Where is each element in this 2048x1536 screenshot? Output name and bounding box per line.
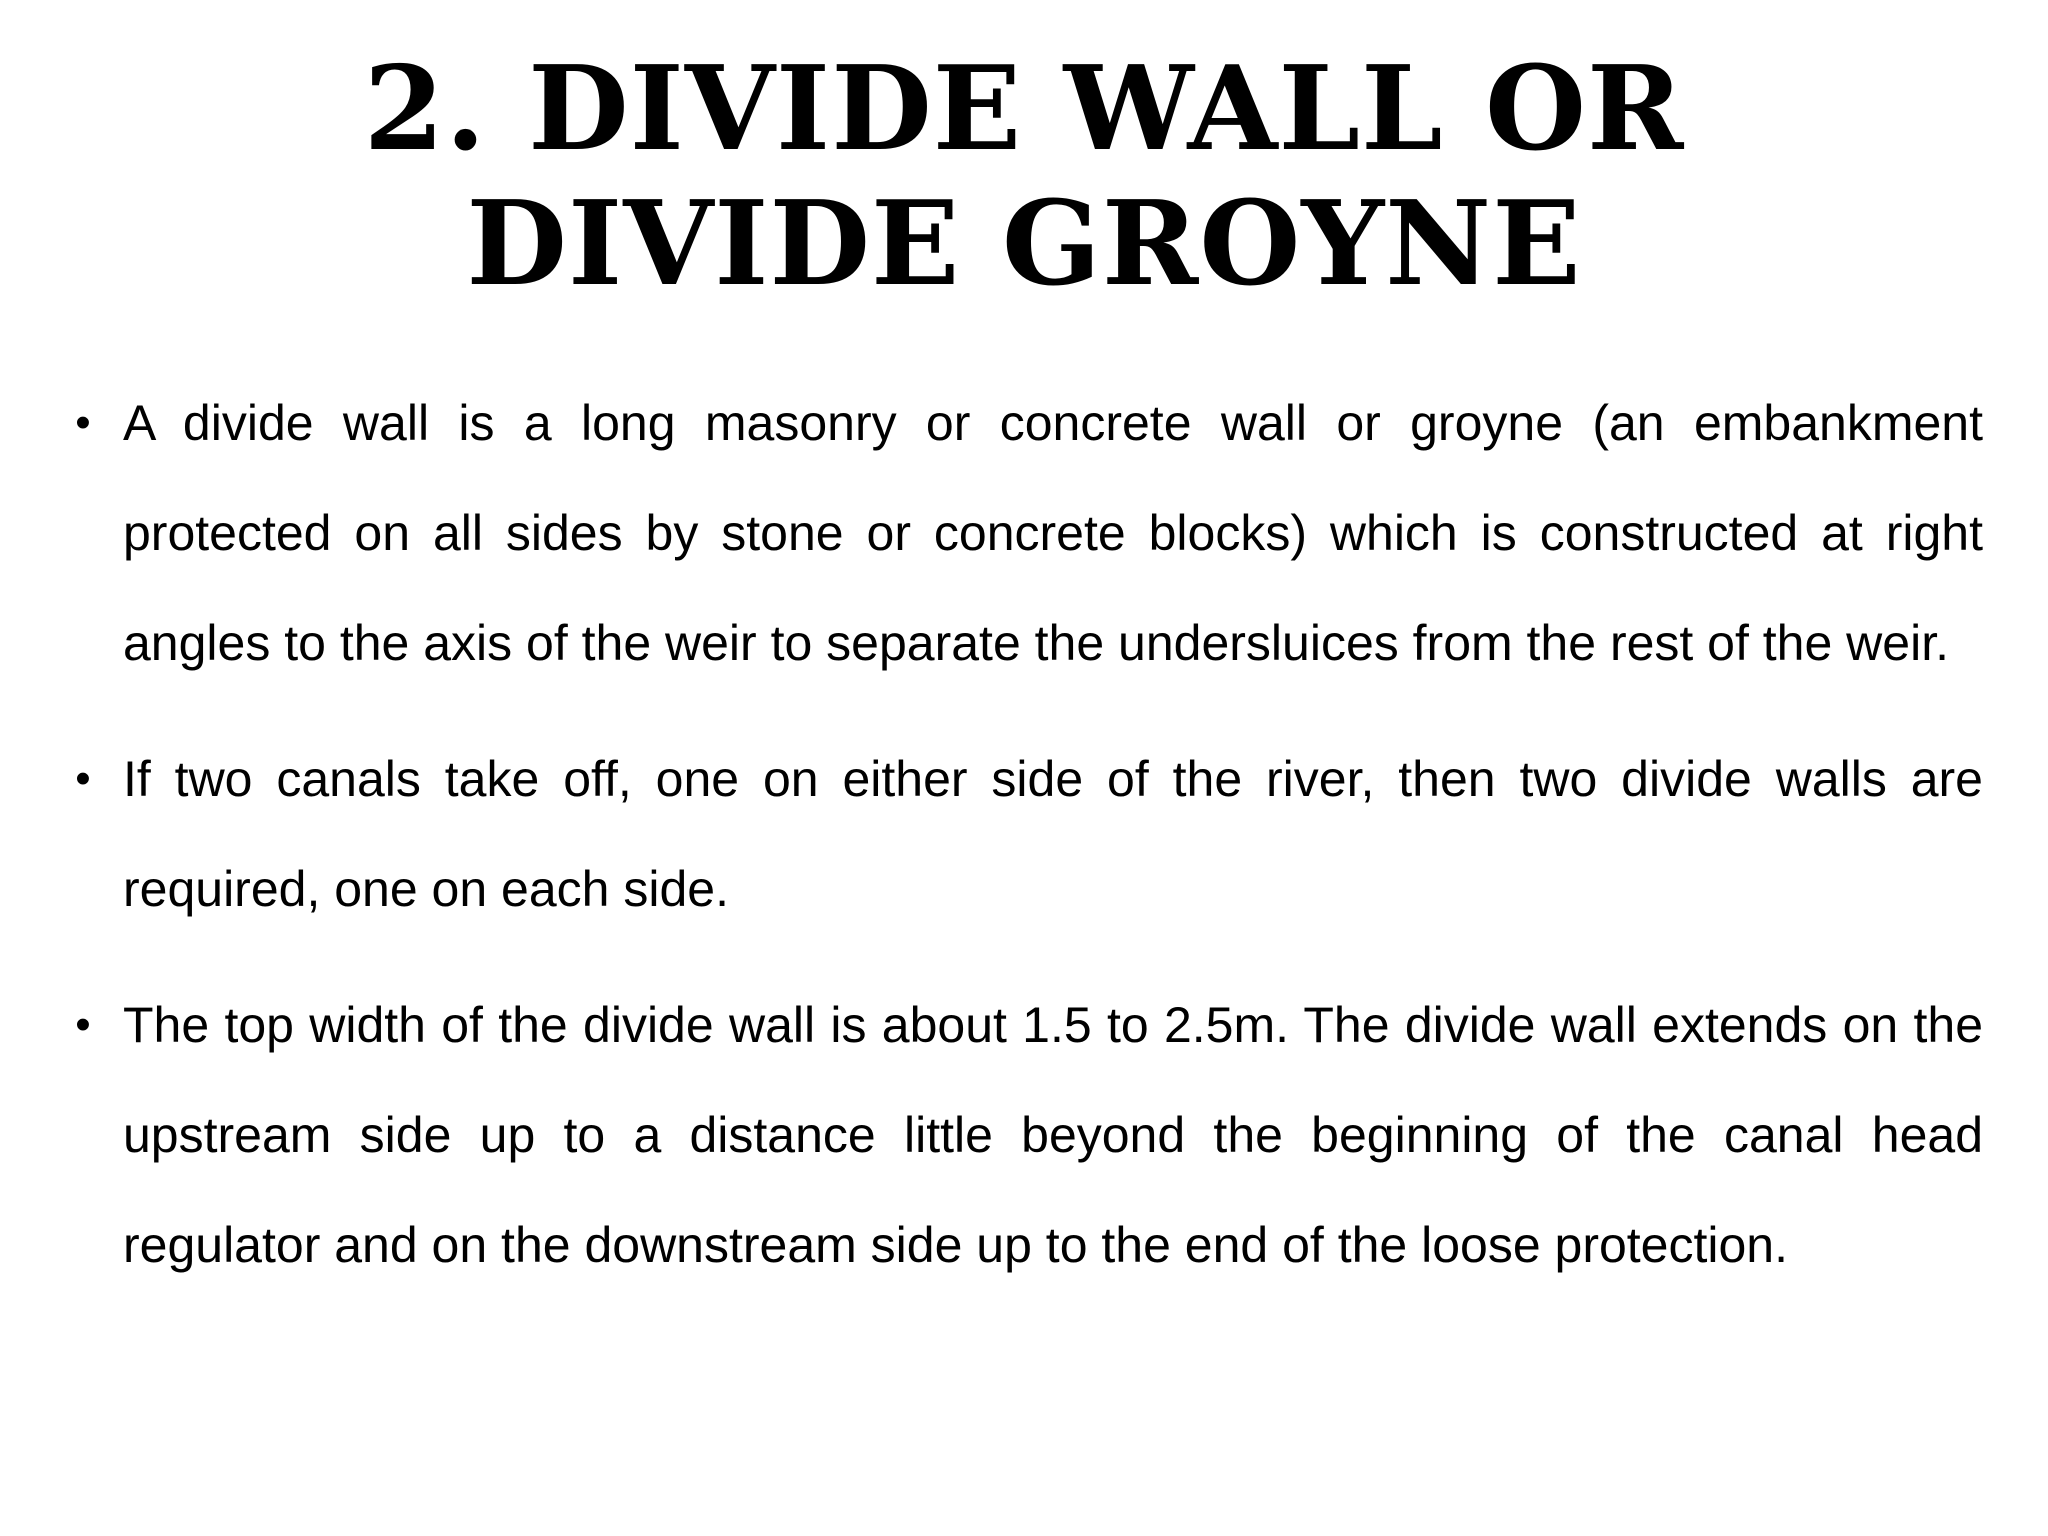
bullet-list: [0, 368, 2048, 1326]
slide-title-line-1: 2. DIVIDE WALL OR: [363, 41, 1685, 177]
bullet-marker-icon: •: [75, 754, 91, 803]
bullet-text: The top width of the divide wall is about 1.5 to 2.5m. The divide wall extends on the upstream side up to a distance little beyond the beginning of the canal head regulator and on the downstream side up to the end of the loose protection.: [123, 997, 1983, 1273]
bullet-marker-icon: •: [75, 1000, 91, 1049]
slide-title: [0, 42, 2048, 312]
bullet-item: [0, 724, 2048, 944]
bullet-marker-icon: •: [75, 398, 91, 447]
bullet-text: If two canals take off, one on either side of the river, then two divide walls are required, one on each side.: [123, 751, 1983, 917]
bullet-item: [0, 970, 2048, 1300]
bullet-item: [0, 368, 2048, 698]
bullet-text: A divide wall is a long masonry or concrete wall or groyne (an embankment protected on all sides by stone or concrete blocks) which is constructed at right angles to the axis of the weir to separate the undersluices from the rest of the weir.: [123, 395, 1983, 671]
slide-title-line-2: DIVIDE GROYNE: [466, 176, 1582, 312]
